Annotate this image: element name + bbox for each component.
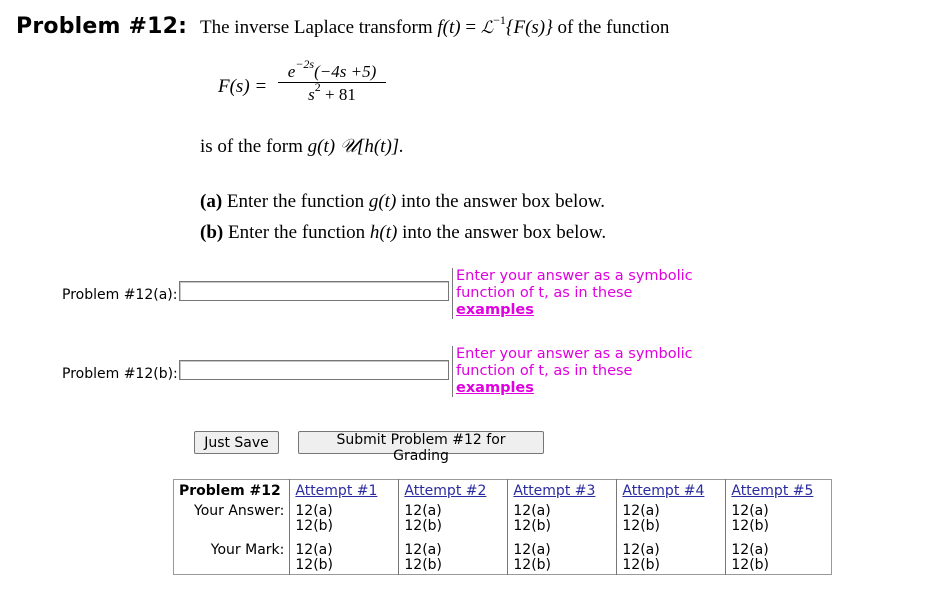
denominator-exp: 2	[314, 80, 321, 94]
your-mark-label: Your Mark:	[210, 542, 285, 558]
attempt-4-header[interactable]: Attempt #4	[617, 480, 726, 503]
intro-t: (t)	[442, 17, 461, 38]
attempts-header-row	[174, 480, 832, 503]
answer-a-hint	[452, 268, 693, 319]
part-a-instruction	[200, 191, 605, 213]
denominator-rest: + 81	[320, 85, 356, 104]
numerator-rest: (−4s +5)	[314, 62, 377, 81]
form-prefix: is of the form	[200, 136, 308, 157]
part-b-suffix: into the answer box below.	[397, 222, 607, 243]
attempt-1-header[interactable]: Attempt #1	[290, 480, 399, 503]
intro-prefix: The inverse Laplace transform	[200, 17, 433, 38]
part-b-fn: h(t)	[369, 222, 398, 243]
part-b-text: Enter the function	[223, 222, 370, 243]
attempt-2-header[interactable]: Attempt #2	[399, 480, 508, 503]
part-b-instruction	[200, 222, 606, 244]
answer-b-hint-line1: Enter your answer as a symbolic	[456, 346, 693, 362]
mark-attempt-4: 12(a) 12(b)	[617, 534, 726, 575]
answer-b-label: Problem #12(b):	[62, 366, 178, 382]
answer-attempt-3: 12(a) 12(b)	[508, 502, 617, 534]
answer-attempt-2: 12(a) 12(b)	[399, 502, 508, 534]
answer-a-hint-line1: Enter your answer as a symbolic	[456, 268, 693, 284]
answer-a-hint-line2: function of t, as in these	[456, 285, 633, 301]
answer-a-examples-link[interactable]: examples	[456, 302, 534, 318]
intro-eq: =	[460, 17, 481, 38]
answer-b-examples-link[interactable]: examples	[456, 380, 534, 396]
fraction-bar	[278, 82, 386, 83]
answer-attempt-5: 12(a) 12(b)	[726, 502, 832, 534]
answer-b-hint-line2: function of t, as in these	[456, 363, 633, 379]
submit-grading-button[interactable]: Submit Problem #12 for Grading	[298, 431, 544, 454]
part-a-suffix: into the answer box below.	[396, 191, 606, 212]
part-a-label: (a)	[200, 191, 223, 212]
laplace-inverse-sup: −1	[493, 13, 506, 27]
attempt-5-header[interactable]: Attempt #5	[726, 480, 832, 503]
problem-title: Problem #12:	[16, 14, 188, 39]
intro-F: {F(s)}	[505, 17, 553, 38]
formula-lhs: F(s) =	[218, 76, 268, 97]
attempts-table	[173, 479, 832, 575]
laplace-symbol: ℒ	[480, 18, 494, 38]
attempts-corner: Problem #12	[179, 483, 281, 499]
just-save-button[interactable]: Just Save	[194, 431, 279, 454]
answer-b-input[interactable]	[179, 360, 449, 380]
answer-b-hint	[452, 346, 693, 397]
form-statement	[200, 136, 404, 158]
denominator-base: s	[308, 85, 315, 104]
part-a-fn: g(t)	[368, 191, 397, 212]
intro-suffix: of the function	[552, 17, 670, 38]
formula-denominator	[278, 80, 386, 105]
formula-fraction	[278, 57, 386, 105]
form-expression: g(t) 𝒰[h(t)].	[307, 136, 404, 157]
numerator-base: e	[287, 62, 296, 81]
part-b-label: (b)	[200, 222, 224, 243]
mark-attempt-2: 12(a) 12(b)	[399, 534, 508, 575]
mark-attempt-3: 12(a) 12(b)	[508, 534, 617, 575]
answer-a-input[interactable]	[179, 281, 449, 301]
attempt-3-header[interactable]: Attempt #3	[508, 480, 617, 503]
answer-a-label: Problem #12(a):	[62, 287, 178, 303]
numerator-exp: −2s	[295, 57, 315, 71]
mark-attempt-1: 12(a) 12(b)	[290, 534, 399, 575]
problem-intro	[200, 13, 670, 39]
formula-numerator	[278, 57, 386, 81]
mark-attempt-5: 12(a) 12(b)	[726, 534, 832, 575]
answer-attempt-4: 12(a) 12(b)	[617, 502, 726, 534]
answer-attempt-1: 12(a) 12(b)	[290, 502, 399, 534]
your-mark-row	[174, 534, 832, 575]
your-answer-label: Your Answer:	[194, 503, 285, 519]
intro-f: f	[437, 17, 443, 38]
your-answer-row	[174, 502, 832, 534]
part-a-text: Enter the function	[222, 191, 369, 212]
